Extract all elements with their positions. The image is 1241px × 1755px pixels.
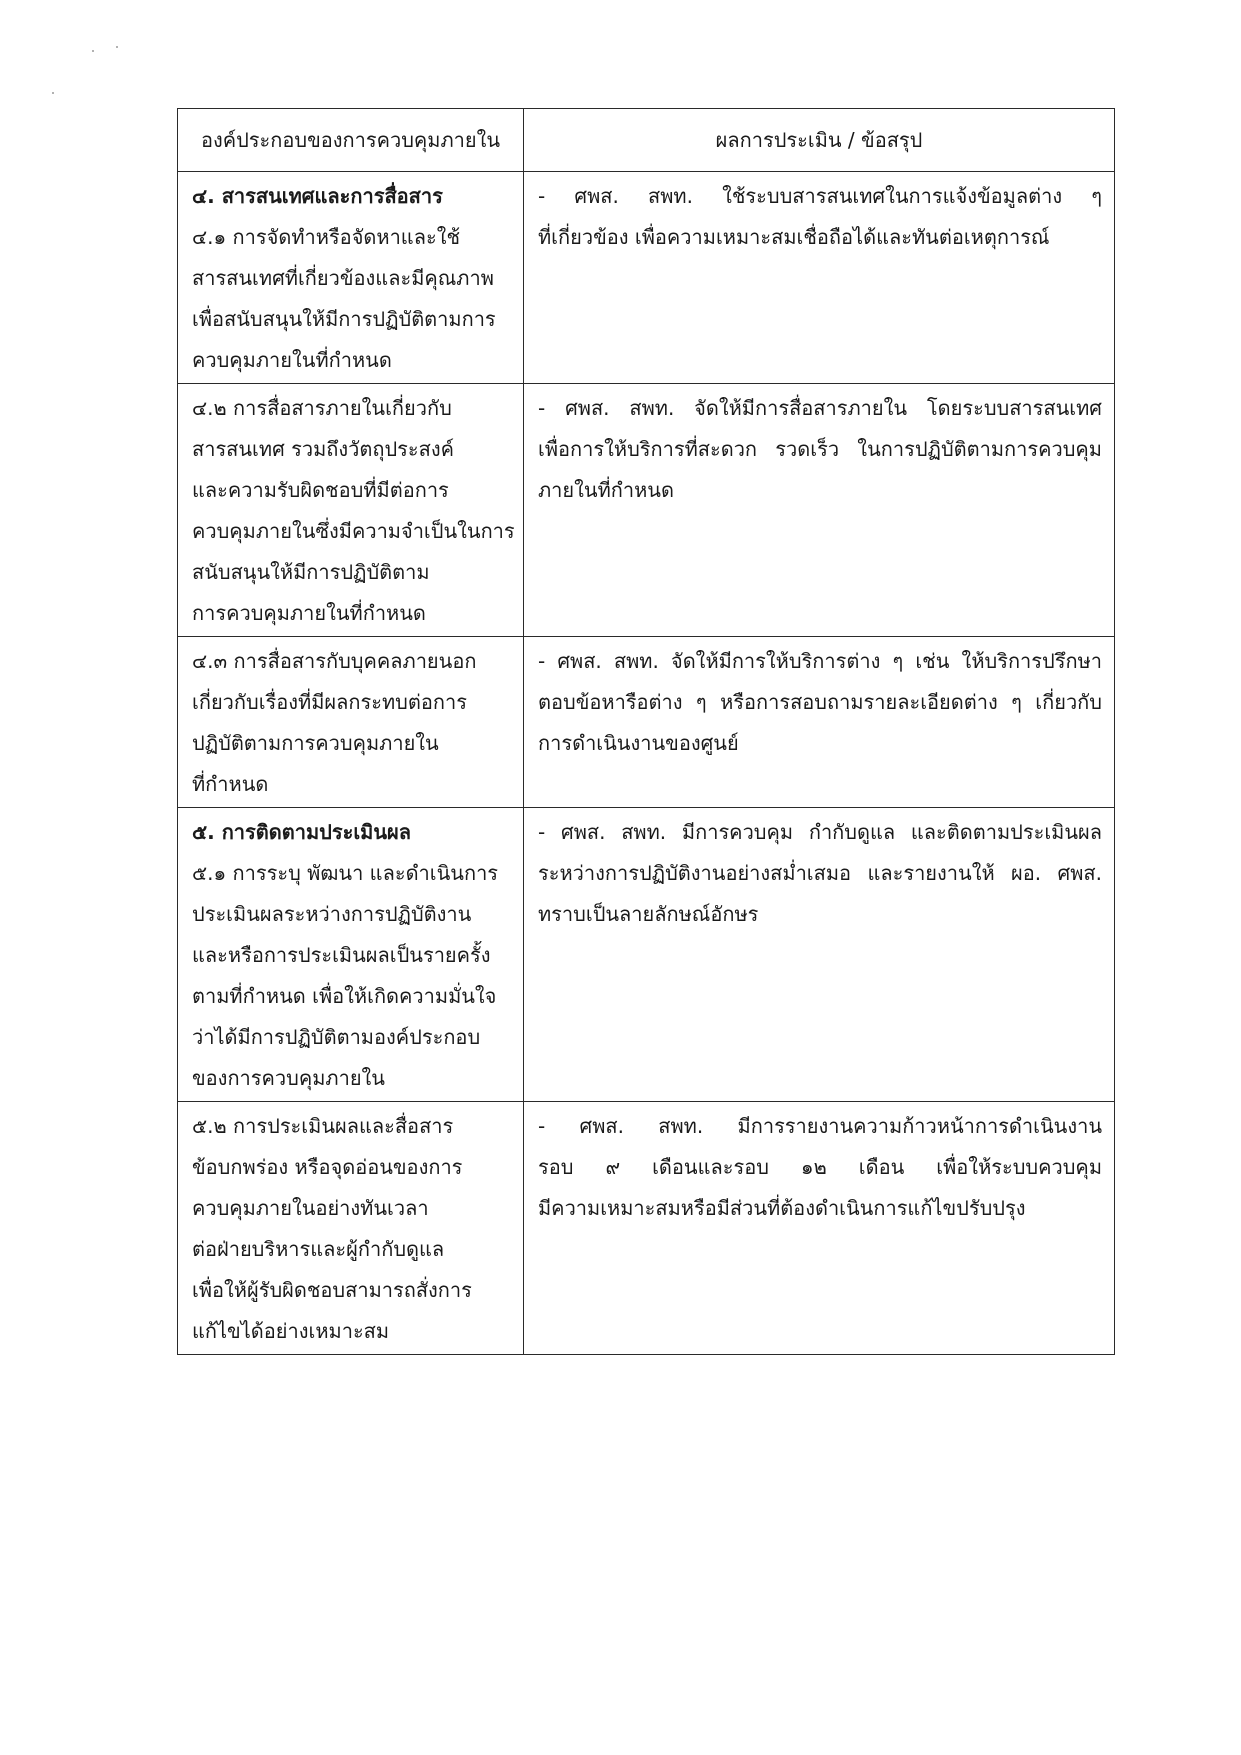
text-line: ๔.๓ การสื่อสารกับบุคคลภายนอก: [192, 649, 477, 673]
control-component-cell: [178, 808, 524, 1102]
scan-speck: [92, 50, 94, 52]
table-row: [178, 1102, 1115, 1355]
control-component-cell: [178, 637, 524, 808]
table-row: [178, 384, 1115, 637]
text-line: ๔.๒ การสื่อสารภายในเกี่ยวกับ: [192, 396, 452, 420]
text-line: มีความเหมาะสมหรือมีส่วนที่ต้องดำเนินการแก้ไขปรับปรุง: [538, 1196, 1026, 1220]
scan-speck: [52, 92, 54, 94]
control-component-cell: [178, 384, 524, 637]
text-line: - ศพส. สพท. มีการรายงานความก้าวหน้าการดำเนินงาน: [538, 1114, 1102, 1138]
text-line: ว่าได้มีการปฏิบัติตามองค์ประกอบ: [192, 1025, 481, 1049]
text-line: - ศพส. สพท. จัดให้มีการให้บริการต่าง ๆ เช่น ให้บริการปรึกษา: [538, 649, 1102, 673]
text-line: สารสนเทศที่เกี่ยวข้องและมีคุณภาพ: [192, 266, 494, 290]
text-line: ตอบข้อหารือต่าง ๆ หรือการสอบถามรายละเอียดต่าง ๆ เกี่ยวกับ: [538, 690, 1102, 714]
text-line: ภายในที่กำหนด: [538, 478, 674, 502]
text-line: ข้อบกพร่อง หรือจุดอ่อนของการ: [192, 1155, 463, 1179]
header-assessment-result: ผลการประเมิน / ข้อสรุป: [524, 109, 1115, 172]
header-control-components: องค์ประกอบของการควบคุมภายใน: [178, 109, 524, 172]
control-component-cell: [178, 172, 524, 384]
text-line: และหรือการประเมินผลเป็นรายครั้ง: [192, 943, 491, 967]
assessment-result-cell: [524, 384, 1115, 637]
text-line: ทราบเป็นลายลักษณ์อักษร: [538, 902, 759, 926]
text-line: - ศพส. สพท. มีการควบคุม กำกับดูแล และติดตามประเมินผล: [538, 820, 1102, 844]
section-heading: ๕. การติดตามประเมินผล: [192, 820, 412, 844]
text-line: สารสนเทศ รวมถึงวัตถุประสงค์: [192, 437, 455, 461]
text-line: ของการควบคุมภายใน: [192, 1066, 385, 1090]
text-line: การควบคุมภายในที่กำหนด: [192, 601, 426, 625]
text-line: ปฏิบัติตามการควบคุมภายใน: [192, 731, 439, 755]
text-line: ๔.๑ การจัดทำหรือจัดหาและใช้: [192, 225, 461, 249]
text-line: ตามที่กำหนด เพื่อให้เกิดความมั่นใจ: [192, 984, 497, 1008]
table-row: [178, 172, 1115, 384]
table-row: [178, 637, 1115, 808]
assessment-result-cell: [524, 808, 1115, 1102]
text-line: - ศพส. สพท. ใช้ระบบสารสนเทศในการแจ้งข้อมูลต่าง ๆ: [538, 184, 1102, 208]
text-line: รอบ ๙ เดือนและรอบ ๑๒ เดือน เพื่อให้ระบบควบคุม: [538, 1155, 1102, 1179]
text-line: เพื่อสนับสนุนให้มีการปฏิบัติตามการ: [192, 307, 496, 331]
text-line: ที่กำหนด: [192, 772, 269, 796]
text-line: ประเมินผลระหว่างการปฏิบัติงาน: [192, 902, 472, 926]
text-line: ที่เกี่ยวข้อง เพื่อความเหมาะสมเชื่อถือได้และทันต่อเหตุการณ์: [538, 225, 1050, 249]
section-heading: ๔. สารสนเทศและการสื่อสาร: [192, 184, 443, 208]
text-line: เพื่อให้ผู้รับผิดชอบสามารถสั่งการ: [192, 1278, 472, 1302]
text-line: เพื่อการให้บริการที่สะดวก รวดเร็ว ในการปฏิบัติตามการควบคุม: [538, 437, 1102, 461]
text-line: สนับสนุนให้มีการปฏิบัติตาม: [192, 560, 430, 584]
text-line: ต่อฝ่ายบริหารและผู้กำกับดูแล: [192, 1237, 445, 1261]
text-line: ควบคุมภายในซึ่งมีความจำเป็นในการ: [192, 519, 515, 543]
text-line: - ศพส. สพท. จัดให้มีการสื่อสารภายใน โดยระบบสารสนเทศ: [538, 396, 1102, 420]
assessment-result-cell: [524, 1102, 1115, 1355]
text-line: ควบคุมภายในที่กำหนด: [192, 348, 392, 372]
text-line: แก้ไขได้อย่างเหมาะสม: [192, 1319, 390, 1343]
table-row: [178, 808, 1115, 1102]
text-line: ๕.๑ การระบุ พัฒนา และดำเนินการ: [192, 861, 499, 885]
control-component-cell: [178, 1102, 524, 1355]
scan-speck: [116, 46, 118, 48]
text-line: เกี่ยวกับเรื่องที่มีผลกระทบต่อการ: [192, 690, 467, 714]
text-line: และความรับผิดชอบที่มีต่อการ: [192, 478, 449, 502]
table-header-row: [178, 109, 1115, 172]
text-line: ระหว่างการปฏิบัติงานอย่างสม่ำเสมอ และรายงานให้ ผอ. ศพส.: [538, 861, 1102, 885]
internal-control-assessment-table: [177, 108, 1115, 1355]
text-line: ควบคุมภายในอย่างทันเวลา: [192, 1196, 429, 1220]
text-line: ๕.๒ การประเมินผลและสื่อสาร: [192, 1114, 454, 1138]
assessment-result-cell: [524, 637, 1115, 808]
assessment-result-cell: [524, 172, 1115, 384]
text-line: การดำเนินงานของศูนย์: [538, 731, 739, 755]
